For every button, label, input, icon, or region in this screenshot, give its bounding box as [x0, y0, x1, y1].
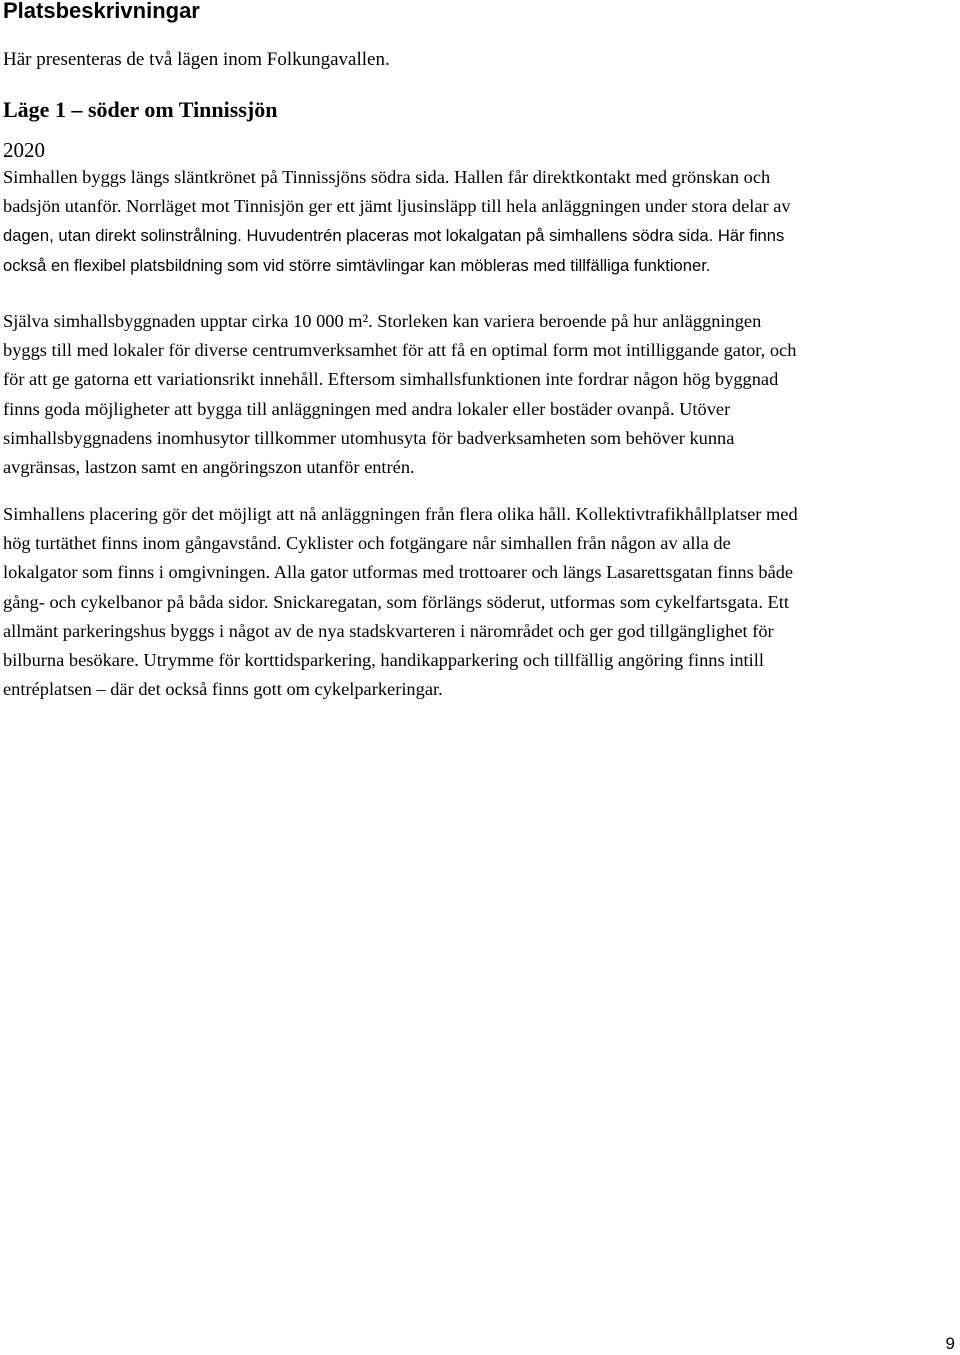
paragraph-line: gång- och cykelbanor på båda sidor. Snickaregatan, som förlängs söderut, utformas som cykelfartsgata. Ett: [3, 591, 789, 612]
paragraph-line: simhallsbyggnadens inomhusytor tillkommer utomhusyta för badverksamheten som behöver kunna: [3, 427, 735, 448]
paragraph-line: också en flexibel platsbildning som vid större simtävlingar kan möbleras med tillfälliga funktioner.: [3, 255, 711, 275]
paragraph-line: Själva simhallsbyggnaden upptar cirka 10 000 m². Storleken kan variera beroende på hur anläggningen: [3, 311, 762, 331]
page-number: 9: [945, 1334, 955, 1353]
paragraph-site-description: [3, 163, 791, 280]
paragraph-line: Simhallen byggs längs släntkrönet på Tinnissjöns södra sida. Hallen får direktkontakt med grönskan och: [3, 167, 771, 187]
section-heading: Läge 1 – söder om Tinnissjön: [3, 97, 278, 122]
paragraph-line: lokalgator som finns i omgivningen. Alla gator utformas med trottoarer och längs Lasarettsgatan finns både: [3, 562, 794, 583]
paragraph-line: avgränsas, lastzon samt en angöringszon utanför entrén.: [3, 457, 415, 478]
paragraph-line: finns goda möjligheter att bygga till anläggningen med andra lokaler eller bostäder ovanpå. Utöver: [3, 398, 731, 419]
paragraph-line: entréplatsen – där det också finns gott om cykelparkeringar.: [3, 679, 443, 700]
paragraph-line: hög turtäthet finns inom gångavstånd. Cyklister och fotgängare når simhallen från någon av alla de: [3, 533, 731, 554]
paragraph-line: dagen, utan direkt solinstrålning. Huvudentrén placeras mot lokalgatan på simhallens södra sida. Här finns: [3, 226, 785, 246]
paragraph-line: byggs till med lokaler för diverse centrumverksamhet för att få en optimal form mot intilliggande gator, och: [3, 340, 797, 361]
paragraph-line: bilburna besökare. Utrymme för korttidsparkering, handikapparkering och tillfällig angöring finns intill: [3, 650, 764, 671]
paragraph-accessibility: [3, 500, 798, 704]
paragraph-line: badsjön utanför. Norrläget mot Tinnisjön ger ett jämt ljusinsläpp till hela anläggningen under stora delar av: [3, 196, 791, 217]
page-title: Platsbeskrivningar: [3, 0, 200, 23]
paragraph-line: för att ge gatorna ett variationsrikt innehåll. Eftersom simhallsfunktionen inte fordrar någon hög byggnad: [3, 369, 779, 390]
paragraph-line: allmänt parkeringshus byggs i något av de nya stadskvarteren i närområdet och ger god tillgänglighet för: [3, 620, 774, 641]
paragraph-building-size: [3, 307, 796, 482]
paragraph-line: Simhallens placering gör det möjligt att nå anläggningen från flera olika håll. Kollektivtrafikhållplatser med: [3, 504, 798, 524]
section-year: 2020: [3, 138, 45, 162]
intro-text: Här presenteras de två lägen inom Folkungavallen.: [3, 49, 390, 70]
